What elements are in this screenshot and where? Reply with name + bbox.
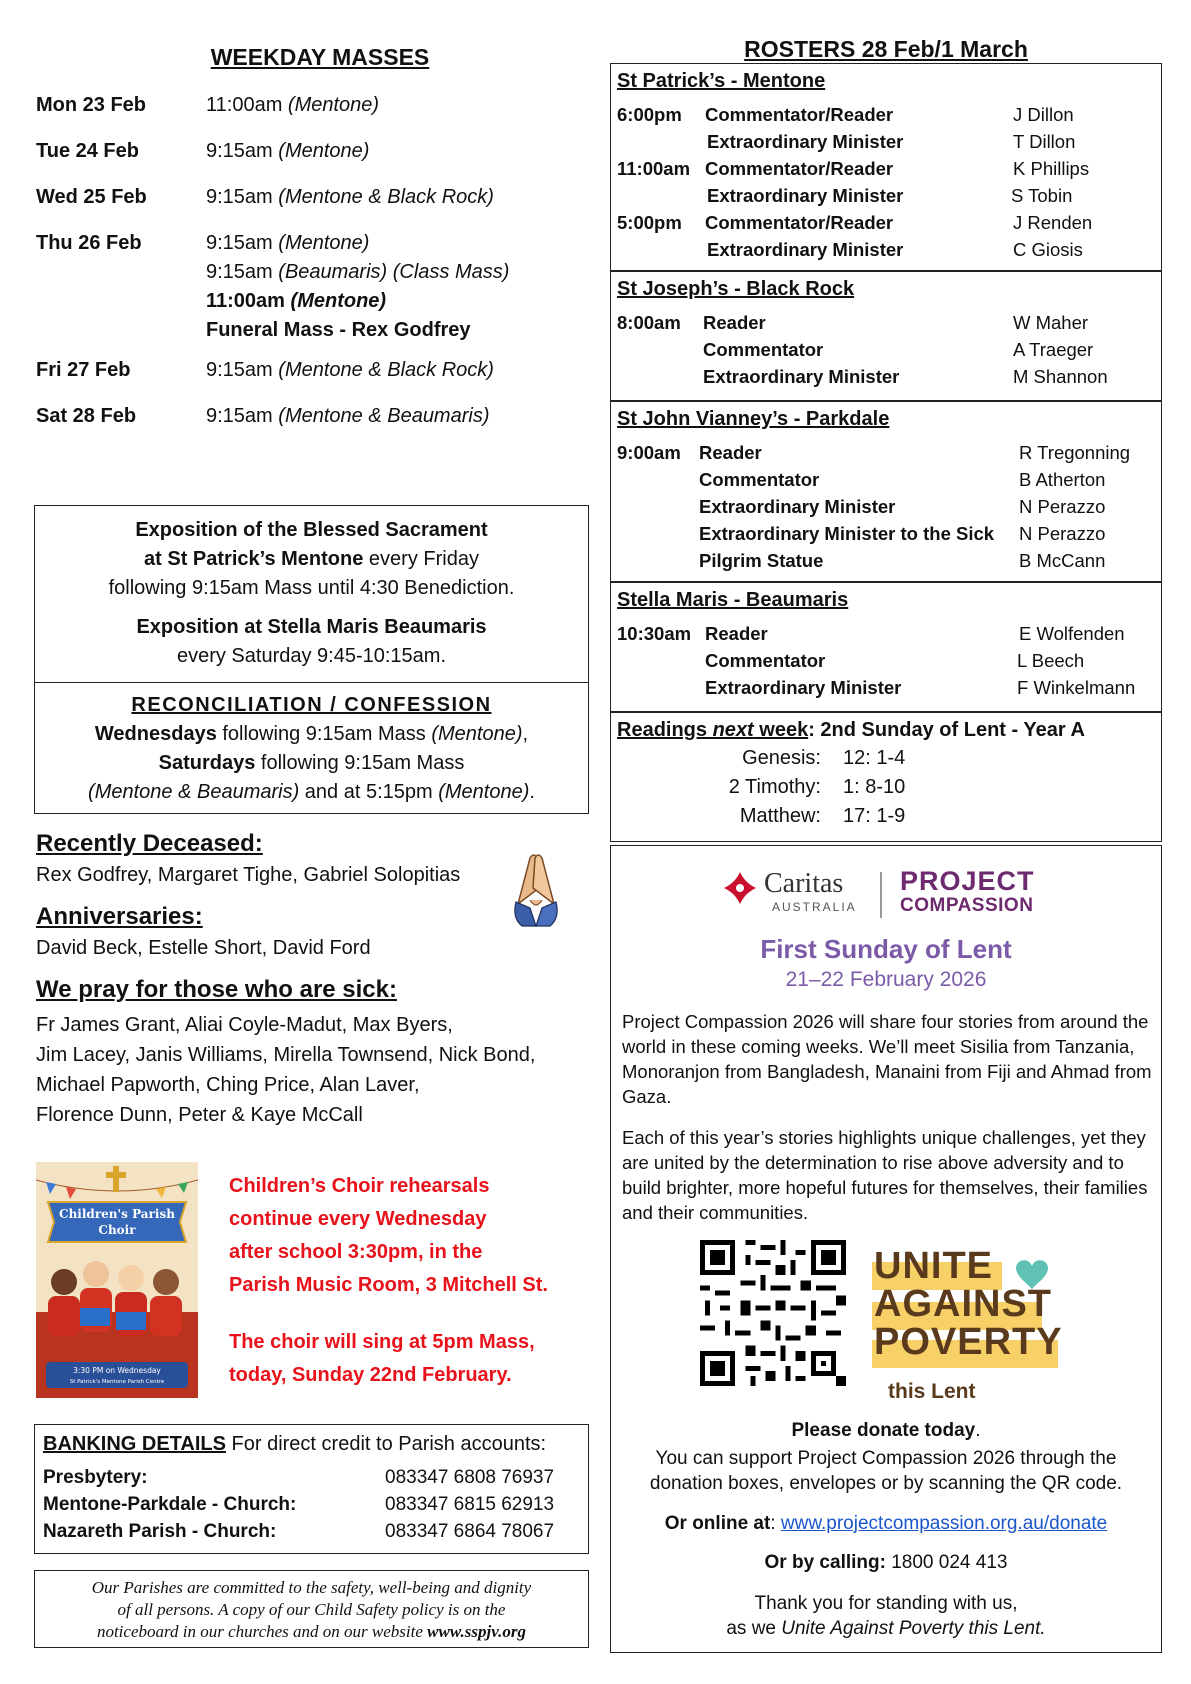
banking-number: 083347 6864 78067 xyxy=(385,1521,555,1542)
exposition-line: Exposition of the Blessed Sacrament xyxy=(135,519,488,541)
sick-line: Jim Lacey, Janis Williams, Mirella Townsend, Nick Bond, xyxy=(36,1044,536,1066)
choir-notice xyxy=(229,1170,548,1392)
roster-role: Reader xyxy=(703,312,766,333)
mass-day: Wed 25 Feb xyxy=(36,186,147,208)
choir-line: today, Sunday 22nd February. xyxy=(229,1364,512,1386)
reading-ref: 12: 1-4 xyxy=(843,747,906,769)
sick-line: Fr James Grant, Aliai Coyle-Madut, Max Byers, xyxy=(36,1014,453,1036)
unite-text-2: AGAINST xyxy=(874,1283,1052,1325)
mass-day: Mon 23 Feb xyxy=(36,94,147,116)
reconciliation-line: (Mentone & Beaumaris) and at 5:15pm (Mentone). xyxy=(88,781,535,803)
roster-name: J Dillon xyxy=(1013,104,1074,125)
compassion-date: 21–22 February 2026 xyxy=(785,968,987,991)
choir-line: Children’s Choir rehearsals xyxy=(229,1175,490,1197)
choir-poster-image xyxy=(36,1162,198,1398)
mass-day: Thu 26 Feb xyxy=(36,232,142,254)
roster-time: 5:00pm xyxy=(617,212,682,233)
banking-number: 083347 6808 76937 xyxy=(385,1467,555,1488)
exposition-line: every Saturday 9:45-10:15am. xyxy=(176,645,447,667)
roster-name: B Atherton xyxy=(1019,469,1106,490)
reconciliation-title: RECONCILIATION / CONFESSION xyxy=(131,694,492,716)
poster-sub2: St Patrick's Mentone Parish Centre xyxy=(69,1379,165,1385)
roster-name: N Perazzo xyxy=(1019,496,1106,517)
sick-line: Florence Dunn, Peter & Kaye McCall xyxy=(36,1104,363,1126)
roster-time: 6:00pm xyxy=(617,104,682,125)
mass-time: 9:15am (Mentone) 9:15am (Beaumaris) (Class Mass) 11:00am (Mentone) Funeral Mass - Rex Godfrey xyxy=(206,232,510,341)
reading-ref: 1: 8-10 xyxy=(843,776,906,798)
praying-hands-icon xyxy=(508,848,564,928)
banking-header: BANKING DETAILS For direct credit to Parish accounts: xyxy=(43,1433,547,1455)
caritas-australia: AUSTRALIA xyxy=(772,900,857,914)
safety-line: of all persons. A copy of our Child Safety policy is on the xyxy=(117,1600,506,1619)
roster-role: Commentator xyxy=(705,650,826,671)
sick-list xyxy=(36,1010,535,1130)
roster-name: N Perazzo xyxy=(1019,523,1106,544)
thanks-text xyxy=(610,1591,1162,1641)
roster-time: 11:00am xyxy=(617,158,691,179)
readings-box xyxy=(610,712,1162,842)
poster-sub: 3:30 PM on Wednesday xyxy=(73,1366,161,1375)
reconciliation-box xyxy=(34,682,589,814)
roster-name: R Tregonning xyxy=(1019,442,1131,463)
exposition-line: following 9:15am Mass until 4:30 Benediction. xyxy=(108,577,515,599)
mass-time: 9:15am (Mentone & Black Rock) xyxy=(206,186,494,208)
safety-line: Our Parishes are committed to the safety, well-being and dignity xyxy=(91,1578,532,1597)
project-wordmark: PROJECT xyxy=(900,866,1035,896)
rosters-title: ROSTERS 28 Feb/1 March xyxy=(744,36,1028,62)
roster-name: E Wolfenden xyxy=(1019,623,1125,644)
readings-heading: Readings next week: 2nd Sunday of Lent - Year A xyxy=(617,719,1085,741)
roster-name: W Maher xyxy=(1013,312,1089,333)
reading-book: 2 Timothy: xyxy=(728,776,821,798)
compassion-heading: First Sunday of Lent xyxy=(760,934,1012,964)
roster-role: Commentator/Reader xyxy=(705,158,894,179)
mass-time: 11:00am (Mentone) xyxy=(206,94,380,116)
roster-stella-maris xyxy=(610,582,1162,712)
roster-st-patricks xyxy=(610,63,1162,271)
banking-name: Mentone-Parkdale - Church: xyxy=(43,1494,297,1515)
deceased-names: Rex Godfrey, Margaret Tighe, Gabriel Solopitias xyxy=(36,864,461,886)
roster-heading: St John Vianney’s - Parkdale xyxy=(617,408,890,430)
exposition-line: at St Patrick’s Mentone every Friday xyxy=(144,548,479,570)
roster-role: Extraordinary Minister xyxy=(703,366,900,387)
roster-time: 9:00am xyxy=(617,442,681,463)
safety-line: noticeboard in our churches and on our website www.sspjv.org xyxy=(96,1622,527,1641)
roster-role: Pilgrim Statue xyxy=(699,550,824,571)
roster-name: T Dillon xyxy=(1013,131,1076,152)
roster-role: Extraordinary Minister xyxy=(705,677,902,698)
caritas-wordmark: Caritas xyxy=(764,868,844,899)
roster-name: C Giosis xyxy=(1013,239,1083,260)
deceased-title: Recently Deceased: xyxy=(36,830,263,857)
banking-name: Nazareth Parish - Church: xyxy=(43,1521,277,1542)
choir-line: Parish Music Room, 3 Mitchell St. xyxy=(229,1274,548,1296)
anniversaries-title: Anniversaries: xyxy=(36,903,203,930)
safety-box xyxy=(34,1570,589,1648)
roster-role: Reader xyxy=(699,442,762,463)
reading-book: Genesis: xyxy=(742,747,821,769)
mass-day: Sat 28 Feb xyxy=(36,405,137,427)
mass-time: 9:15am (Mentone & Black Rock) xyxy=(206,359,494,381)
roster-heading: St Patrick’s - Mentone xyxy=(617,70,826,92)
roster-role: Extraordinary Minister xyxy=(707,239,904,260)
exposition-line: Exposition at Stella Maris Beaumaris xyxy=(136,616,487,638)
roster-role: Extraordinary Minister to the Sick xyxy=(699,523,995,544)
exposition-box xyxy=(34,505,589,683)
unite-this-lent: this Lent xyxy=(888,1380,976,1403)
reading-book: Matthew: xyxy=(739,805,821,827)
roster-heading: St Joseph’s - Black Rock xyxy=(617,278,855,300)
roster-name: K Phillips xyxy=(1013,158,1090,179)
roster-role: Extraordinary Minister xyxy=(707,131,904,152)
choir-line: The choir will sing at 5pm Mass, xyxy=(229,1331,535,1353)
qr-code-image[interactable] xyxy=(700,1240,846,1386)
sick-line: Michael Papworth, Ching Price, Alan Laver, xyxy=(36,1074,420,1096)
roster-name: F Winkelmann xyxy=(1017,677,1136,698)
weekday-masses-title: WEEKDAY MASSES xyxy=(210,44,430,70)
roster-name: L Beech xyxy=(1017,650,1085,671)
donate-link[interactable]: www.projectcompassion.org.au/donate xyxy=(780,1513,1108,1534)
support-text: You can support Project Compassion 2026 through the donation boxes, envelopes or by scanning the QR code. xyxy=(649,1448,1123,1494)
logo-divider xyxy=(880,872,882,918)
mass-time: 9:15am (Mentone) xyxy=(206,140,370,162)
roster-role: Reader xyxy=(705,623,768,644)
unite-text-1: UNITE xyxy=(874,1245,993,1287)
roster-role: Commentator xyxy=(703,339,824,360)
compassion-paragraph: Project Compassion 2026 will share four stories from around the world in these coming weeks. We’ll meet Sisilia from Tanzania, Monoranjon from Bangladesh, Manaini from Fiji and Ahmad from Gaza. xyxy=(622,1011,1152,1107)
choir-line: after school 3:30pm, in the xyxy=(229,1241,483,1263)
roster-role: Commentator xyxy=(699,469,820,490)
roster-role: Commentator/Reader xyxy=(705,212,894,233)
thanks-line: Thank you for standing with us, xyxy=(754,1593,1018,1614)
roster-role: Extraordinary Minister xyxy=(699,496,896,517)
roster-name: B McCann xyxy=(1019,550,1106,571)
unite-text-3: POVERTY xyxy=(874,1321,1063,1363)
donate-line: Please donate today. xyxy=(791,1420,981,1441)
thanks-line: as we Unite Against Poverty this Lent. xyxy=(726,1618,1046,1639)
poster-title-1: Children's Parish xyxy=(59,1207,175,1221)
mass-time: 9:15am (Mentone & Beaumaris) xyxy=(206,405,490,427)
poster-title-2: Choir xyxy=(98,1223,136,1237)
caritas-logo-icon xyxy=(722,870,758,906)
roster-time: 10:30am xyxy=(617,623,692,644)
mass-day: Tue 24 Feb xyxy=(36,140,139,162)
roster-role: Extraordinary Minister xyxy=(707,185,904,206)
banking-name: Presbytery: xyxy=(43,1467,148,1488)
reconciliation-line: Saturdays following 9:15am Mass xyxy=(158,752,465,774)
banking-number: 083347 6815 62913 xyxy=(385,1494,555,1515)
anniversaries-names: David Beck, Estelle Short, David Ford xyxy=(36,937,371,959)
roster-st-josephs xyxy=(610,271,1162,401)
reconciliation-line: Wednesdays following 9:15am Mass (Mentone), xyxy=(94,723,529,745)
roster-st-john-vianney xyxy=(610,401,1162,582)
roster-heading: Stella Maris - Beaumaris xyxy=(617,589,849,611)
roster-name: A Traeger xyxy=(1013,339,1094,360)
banking-box xyxy=(34,1424,589,1554)
compassion-paragraph: Each of this year’s stories highlights unique challenges, yet they are united by the determination to rise above adversity and to build brighter, more hopeful futures for themselves, their families and their communities. xyxy=(622,1127,1148,1223)
online-line: Or online at: www.projectcompassion.org.au/donate xyxy=(664,1513,1108,1534)
roster-name: S Tobin xyxy=(1011,185,1073,206)
roster-role: Commentator/Reader xyxy=(705,104,894,125)
compassion-wordmark: COMPASSION xyxy=(900,895,1034,916)
roster-name: M Shannon xyxy=(1013,366,1108,387)
reading-ref: 17: 1-9 xyxy=(843,805,906,827)
unite-against-poverty-logo xyxy=(870,1242,1063,1372)
phone-line: Or by calling: 1800 024 413 xyxy=(764,1552,1008,1573)
choir-line: continue every Wednesday xyxy=(229,1208,487,1230)
mass-day: Fri 27 Feb xyxy=(36,359,131,381)
sick-title: We pray for those who are sick: xyxy=(36,976,397,1003)
roster-time: 8:00am xyxy=(617,312,681,333)
roster-name: J Renden xyxy=(1013,212,1093,233)
